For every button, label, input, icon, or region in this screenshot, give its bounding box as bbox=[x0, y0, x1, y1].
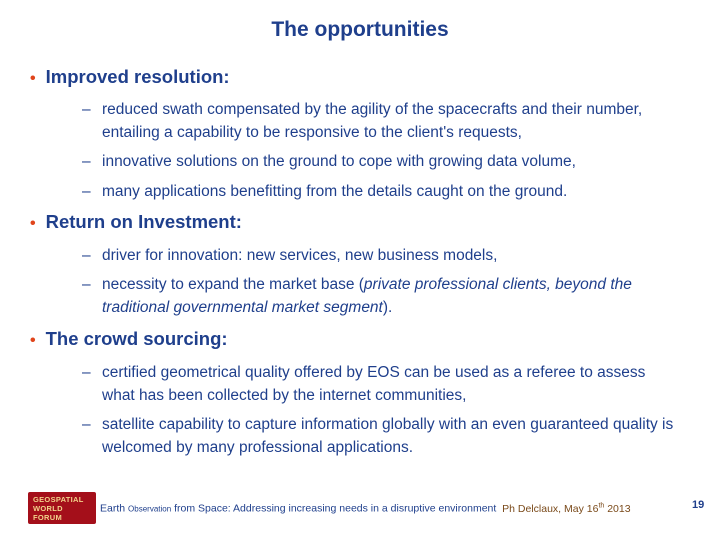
list-item: – driver for innovation: new services, new business models, bbox=[82, 244, 682, 267]
footer-caption: Earth Observation from Space: Addressing increasing needs in a disruptive environment Ph Delclaux, May 16th 2013 bbox=[100, 502, 631, 515]
dash-icon: – bbox=[82, 247, 91, 264]
list-item: – reduced swath compensated by the agility of the spacecrafts and their number, entailing a capability to be responsive to the client's requests, bbox=[82, 98, 682, 144]
list-item: – many applications benefitting from the details caught on the ground. bbox=[82, 180, 682, 203]
list-item: – certified geometrical quality offered by EOS can be used as a referee to assess what has been collected by the internet communities, bbox=[82, 361, 682, 407]
bullet-icon: • bbox=[30, 332, 36, 349]
dash-icon: – bbox=[82, 416, 91, 433]
list-item: – innovative solutions on the ground to cope with growing data volume, bbox=[82, 150, 682, 173]
dash-icon: – bbox=[82, 364, 91, 381]
bullet-icon: • bbox=[30, 70, 36, 87]
geospatial-world-forum-logo: GEOSPATIAL WORLD FORUM bbox=[28, 492, 96, 524]
dash-icon: – bbox=[82, 183, 91, 200]
bullet-icon: • bbox=[30, 215, 36, 232]
dash-icon: – bbox=[82, 101, 91, 118]
dash-icon: – bbox=[82, 153, 91, 170]
section-heading-roi: • Return on Investment: bbox=[30, 211, 242, 232]
page-number: 19 bbox=[692, 499, 705, 511]
section-heading-resolution: • Improved resolution: bbox=[30, 66, 230, 87]
list-item: – satellite capability to capture information globally with an even guaranteed quality is welcomed by many professional applications. bbox=[82, 413, 682, 459]
dash-icon: – bbox=[82, 276, 91, 293]
list-item: – necessity to expand the market base (private professional clients, beyond the traditional governmental market segment). bbox=[82, 273, 682, 319]
section-heading-crowd: • The crowd sourcing: bbox=[30, 328, 228, 349]
slide-title: The opportunities bbox=[271, 18, 449, 41]
footer-author: Ph Delclaux, May 16th 2013 bbox=[502, 502, 631, 515]
